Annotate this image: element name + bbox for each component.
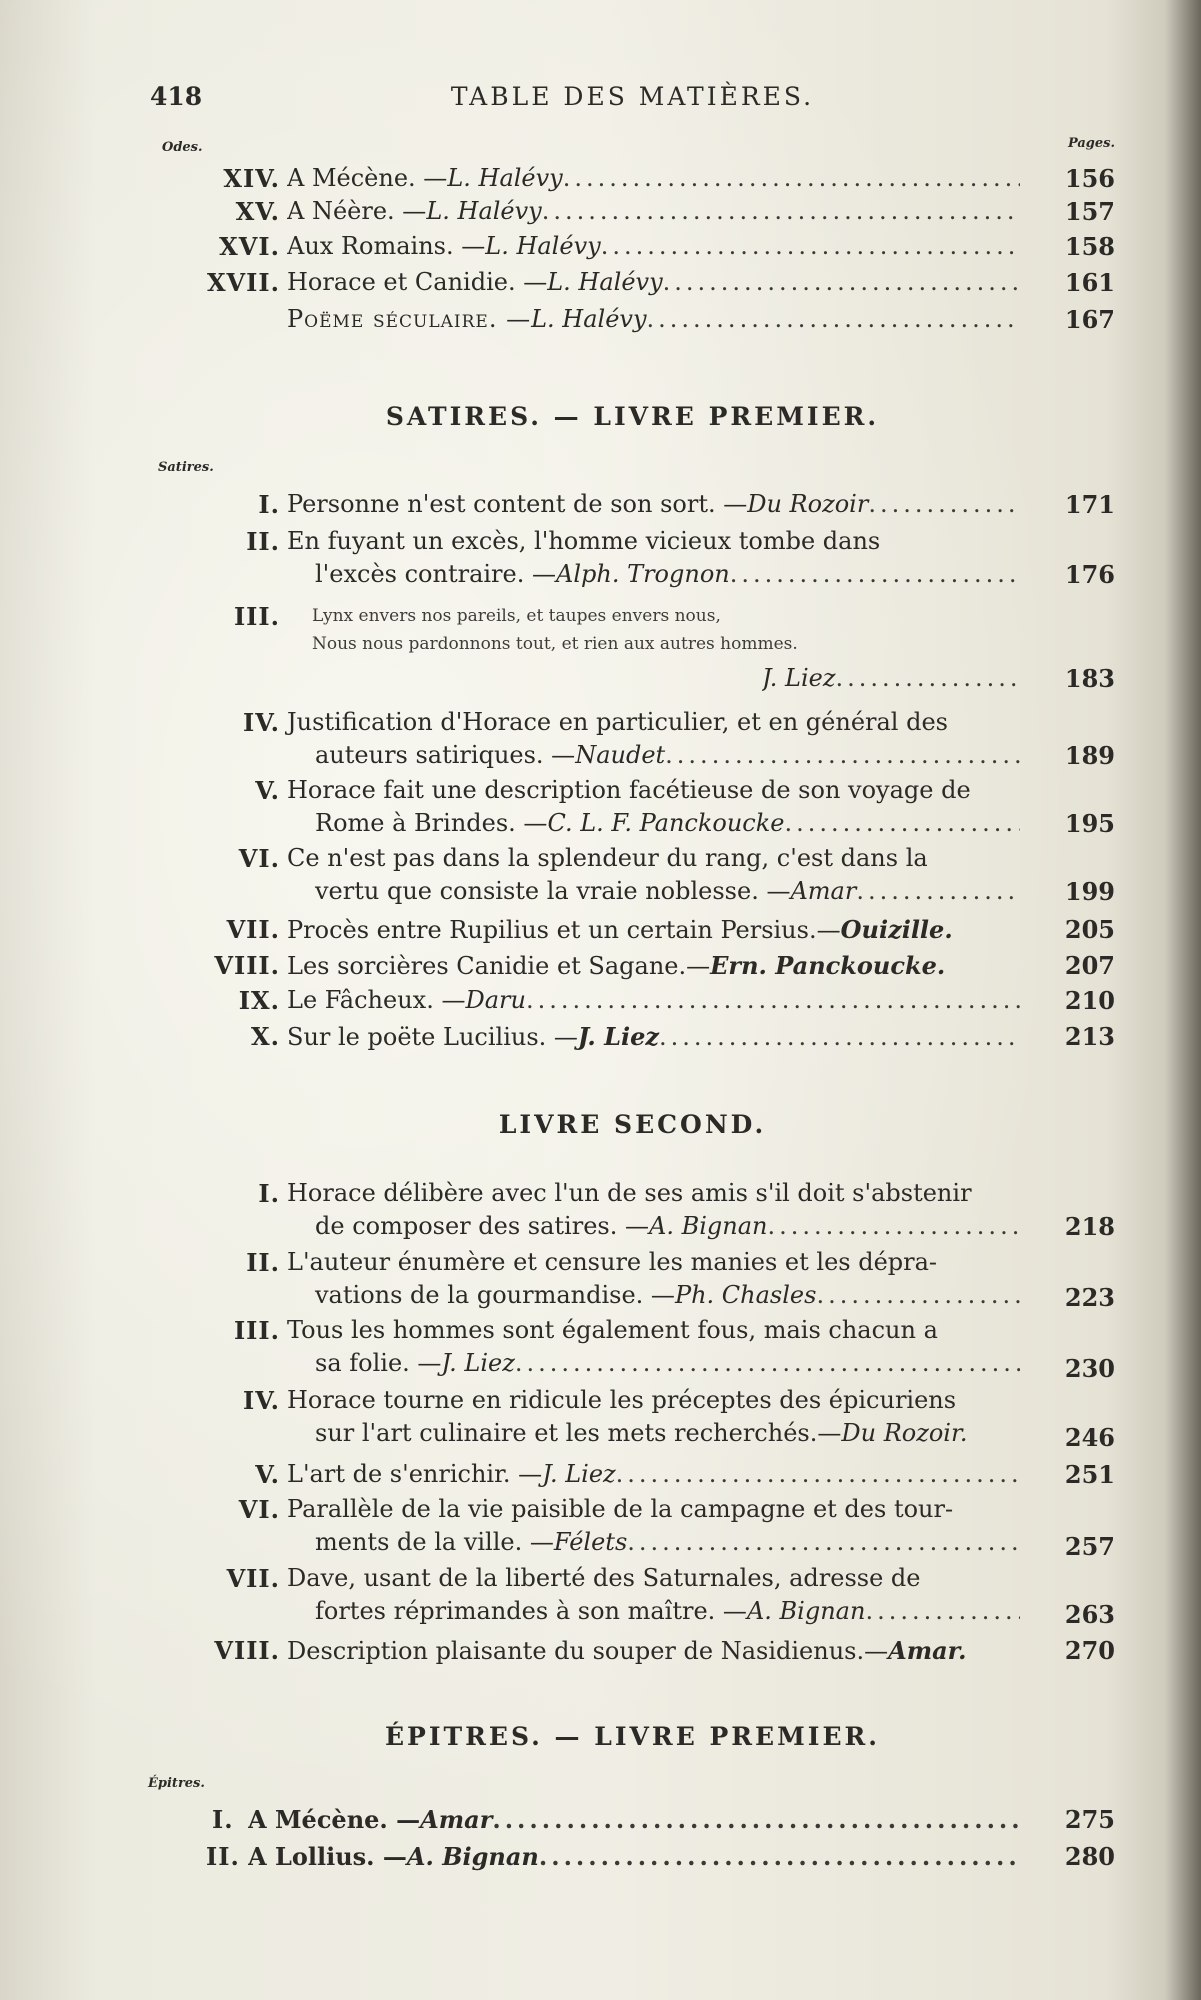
entry-title: Dave, usant de la liberté des Saturnales, adresse de	[287, 1564, 921, 1592]
entry-number: VIII.	[214, 951, 280, 980]
entry-title: Le Fâcheux. —	[287, 986, 466, 1014]
odes-label: Odes.	[162, 140, 203, 155]
entry-title-cont: sa folie. —	[315, 1349, 442, 1377]
entry-page: 210	[1064, 986, 1115, 1015]
section-heading-livre-second: LIVRE SECOND.	[498, 1110, 767, 1139]
section-heading-satires: SATIRES. — LIVRE PREMIER.	[385, 402, 880, 431]
entry-title-cont: fortes réprimandes à son maître. —	[315, 1597, 747, 1625]
entry-author: J. Liez	[762, 664, 836, 692]
entry-page: 167	[1064, 305, 1115, 334]
entry-page: 176	[1064, 560, 1115, 589]
entry-number: II.	[246, 527, 280, 556]
entry-number: III.	[233, 602, 280, 631]
entry-author: Alph. Trognon	[555, 560, 730, 588]
entry-title: A Néère. —	[287, 197, 427, 225]
entry-author: Du Rozoir.	[841, 1419, 968, 1447]
entry-title-cont: auteurs satiriques. —	[315, 741, 576, 769]
entry-number: IX.	[238, 986, 280, 1015]
entry-page: 251	[1064, 1460, 1115, 1489]
entry-page: 230	[1064, 1354, 1115, 1383]
entry-number: VII.	[226, 915, 280, 944]
entry-author: Daru	[465, 986, 526, 1014]
dot-leader	[601, 230, 1020, 263]
entry-page: 156	[1064, 164, 1115, 193]
running-title: TABLE DES MATIÈRES.	[450, 82, 815, 111]
entry-author: A. Bignan	[648, 1212, 768, 1240]
pages-label: Pages.	[1067, 136, 1115, 151]
dot-leader	[542, 195, 1020, 228]
entry-number: VI.	[238, 1495, 280, 1524]
entry-number: I.	[258, 490, 280, 519]
entry-author: Amar.	[888, 1636, 967, 1665]
entry-number: I.	[212, 1805, 234, 1834]
dot-leader	[616, 1458, 1020, 1491]
entry-title: Horace tourne en ridicule les préceptes des épicuriens	[287, 1386, 957, 1414]
entry-author: Amar	[420, 1805, 493, 1834]
entry-title: Description plaisante du souper de Nasidienus.—	[287, 1637, 889, 1665]
section-heading-epitres: ÉPITRES. — LIVRE PREMIER.	[385, 1722, 880, 1751]
dot-leader	[515, 1347, 1020, 1380]
entry-page: 246	[1064, 1423, 1115, 1452]
entry-author: Du Rozoir	[747, 490, 869, 518]
entry-title: A Mécène. —	[248, 1805, 421, 1834]
entry-author: Amar	[790, 877, 857, 905]
entry-number: III.	[233, 1316, 280, 1345]
entry-title: Poëme séculaire. —	[287, 305, 532, 333]
entry-author: L. Halévy	[485, 232, 601, 260]
running-head	[150, 82, 1115, 122]
epitres-label: Épitres.	[148, 1776, 205, 1791]
entry-number: V.	[255, 776, 280, 805]
entry-title: Justification d'Horace en particulier, et en général des	[287, 708, 948, 736]
entry-author: L. Halévy	[447, 164, 563, 192]
dot-leader	[627, 1526, 1020, 1559]
entry-author: Naudet	[575, 741, 666, 769]
entry-number: V.	[255, 1460, 280, 1489]
entry-page: 205	[1064, 915, 1115, 944]
dot-leader	[856, 875, 1020, 908]
dot-leader	[730, 558, 1020, 591]
entry-title: Horace fait une description facétieuse de son voyage de	[287, 776, 971, 804]
entry-page: 161	[1064, 268, 1115, 297]
entry-page: 275	[1064, 1805, 1115, 1834]
dot-leader	[563, 162, 1020, 195]
entry-number: X.	[251, 1022, 280, 1051]
entry-author: Ouizille.	[840, 915, 953, 944]
entry-title: A Mécène. —	[287, 164, 448, 192]
dot-leader	[665, 739, 1020, 772]
entry-title: Tous les hommes sont également fous, mais chacun a	[287, 1316, 938, 1344]
dot-leader	[868, 488, 1020, 521]
entry-page: 199	[1064, 877, 1115, 906]
entry-page: 280	[1064, 1842, 1115, 1871]
entry-number: VIII.	[214, 1636, 280, 1665]
entry-title: En fuyant un excès, l'homme vicieux tombe dans	[287, 527, 881, 555]
entry-author: J. Liez	[441, 1349, 515, 1377]
entry-page: 223	[1064, 1283, 1115, 1312]
entry-page: 157	[1064, 197, 1115, 226]
entry-title: Procès entre Rupilius et un certain Persius.—	[287, 916, 841, 944]
entry-title: Aux Romains. —	[287, 232, 486, 260]
dot-leader	[659, 1021, 1020, 1054]
dot-leader	[526, 984, 1020, 1017]
entry-title: Personne n'est content de son sort. —	[287, 490, 748, 518]
entry-page: 171	[1064, 490, 1115, 519]
entry-title-cont: ments de la ville. —	[315, 1528, 554, 1556]
entry-page: 189	[1064, 741, 1115, 770]
entry-page: 183	[1064, 664, 1115, 693]
entry-title-cont: l'excès contraire. —	[315, 560, 556, 588]
entry-title: Horace et Canidie. —	[287, 268, 548, 296]
entry-title: L'auteur énumère et censure les manies et les dépra-	[287, 1248, 938, 1276]
entry-author: Félets	[553, 1528, 628, 1556]
entry-number: XIV.	[223, 164, 280, 193]
dot-leader	[784, 807, 1020, 840]
dot-leader	[767, 1210, 1020, 1243]
entry-number: VI.	[238, 844, 280, 873]
entry-author: L. Halévy	[426, 197, 542, 225]
entry-number: IV.	[242, 1386, 280, 1415]
page-number: 418	[150, 82, 203, 111]
entry-number: II.	[246, 1248, 280, 1277]
satires-label: Satires.	[158, 460, 214, 475]
entry-number: XVII.	[206, 268, 280, 297]
dot-leader	[539, 1840, 1020, 1873]
entry-number: IV.	[242, 708, 280, 737]
entry-number: I.	[258, 1179, 280, 1208]
entry-author: C. L. F. Panckoucke	[547, 809, 785, 837]
verse-line: Lynx envers nos pareils, et taupes envers nous,	[312, 606, 721, 626]
entry-author: A. Bignan	[746, 1597, 866, 1625]
entry-title-cont: vertu que consiste la vraie noblesse. —	[315, 877, 791, 905]
entry-title: Horace délibère avec l'un de ses amis s'il doit s'abstenir	[287, 1179, 972, 1207]
entry-author: Ern. Panckoucke.	[710, 951, 946, 980]
entry-page: 263	[1064, 1600, 1115, 1629]
entry-title: Ce n'est pas dans la splendeur du rang, c'est dans la	[287, 844, 928, 872]
entry-page: 257	[1064, 1532, 1115, 1561]
dot-leader	[816, 1279, 1020, 1312]
entry-author: A. Bignan	[406, 1842, 539, 1871]
entry-number: VII.	[226, 1564, 280, 1593]
entry-title-cont: Rome à Brindes. —	[315, 809, 548, 837]
entry-page: 207	[1064, 951, 1115, 980]
dot-leader	[492, 1803, 1020, 1836]
entry-author: L. Halévy	[531, 305, 647, 333]
entry-title: A Lollius. —	[248, 1842, 407, 1871]
entry-number: XVI.	[219, 232, 280, 261]
entry-title-cont: sur l'art culinaire et les mets recherchés.—	[315, 1419, 842, 1447]
entry-number: XV.	[235, 197, 280, 226]
entry-page: 195	[1064, 809, 1115, 838]
entry-title: Parallèle de la vie paisible de la campagne et des tour-	[287, 1495, 954, 1523]
dot-leader	[865, 1595, 1020, 1628]
dot-leader	[835, 662, 1020, 695]
entry-page: 213	[1064, 1022, 1115, 1051]
entry-page: 270	[1064, 1636, 1115, 1665]
entry-title: L'art de s'enrichir. —	[287, 1460, 543, 1488]
entry-title-cont: de composer des satires. —	[315, 1212, 649, 1240]
dot-leader	[647, 303, 1020, 336]
entry-title-cont: vations de la gourmandise. —	[315, 1281, 675, 1309]
entry-number: II.	[206, 1842, 240, 1871]
entry-author: Ph. Chasles	[674, 1281, 817, 1309]
entry-page: 218	[1064, 1212, 1115, 1241]
toc-entry-satire-3	[150, 600, 1115, 720]
entry-author: L. Halévy	[547, 268, 663, 296]
entry-title: Les sorcières Canidie et Sagane.—	[287, 952, 711, 980]
entry-title: Sur le poëte Lucilius. —	[287, 1023, 578, 1051]
entry-author: J. Liez	[542, 1460, 616, 1488]
entry-page: 158	[1064, 232, 1115, 261]
verse-line: Nous nous pardonnons tout, et rien aux autres hommes.	[312, 634, 798, 654]
dot-leader	[663, 266, 1020, 299]
entry-author: J. Liez	[577, 1022, 659, 1051]
